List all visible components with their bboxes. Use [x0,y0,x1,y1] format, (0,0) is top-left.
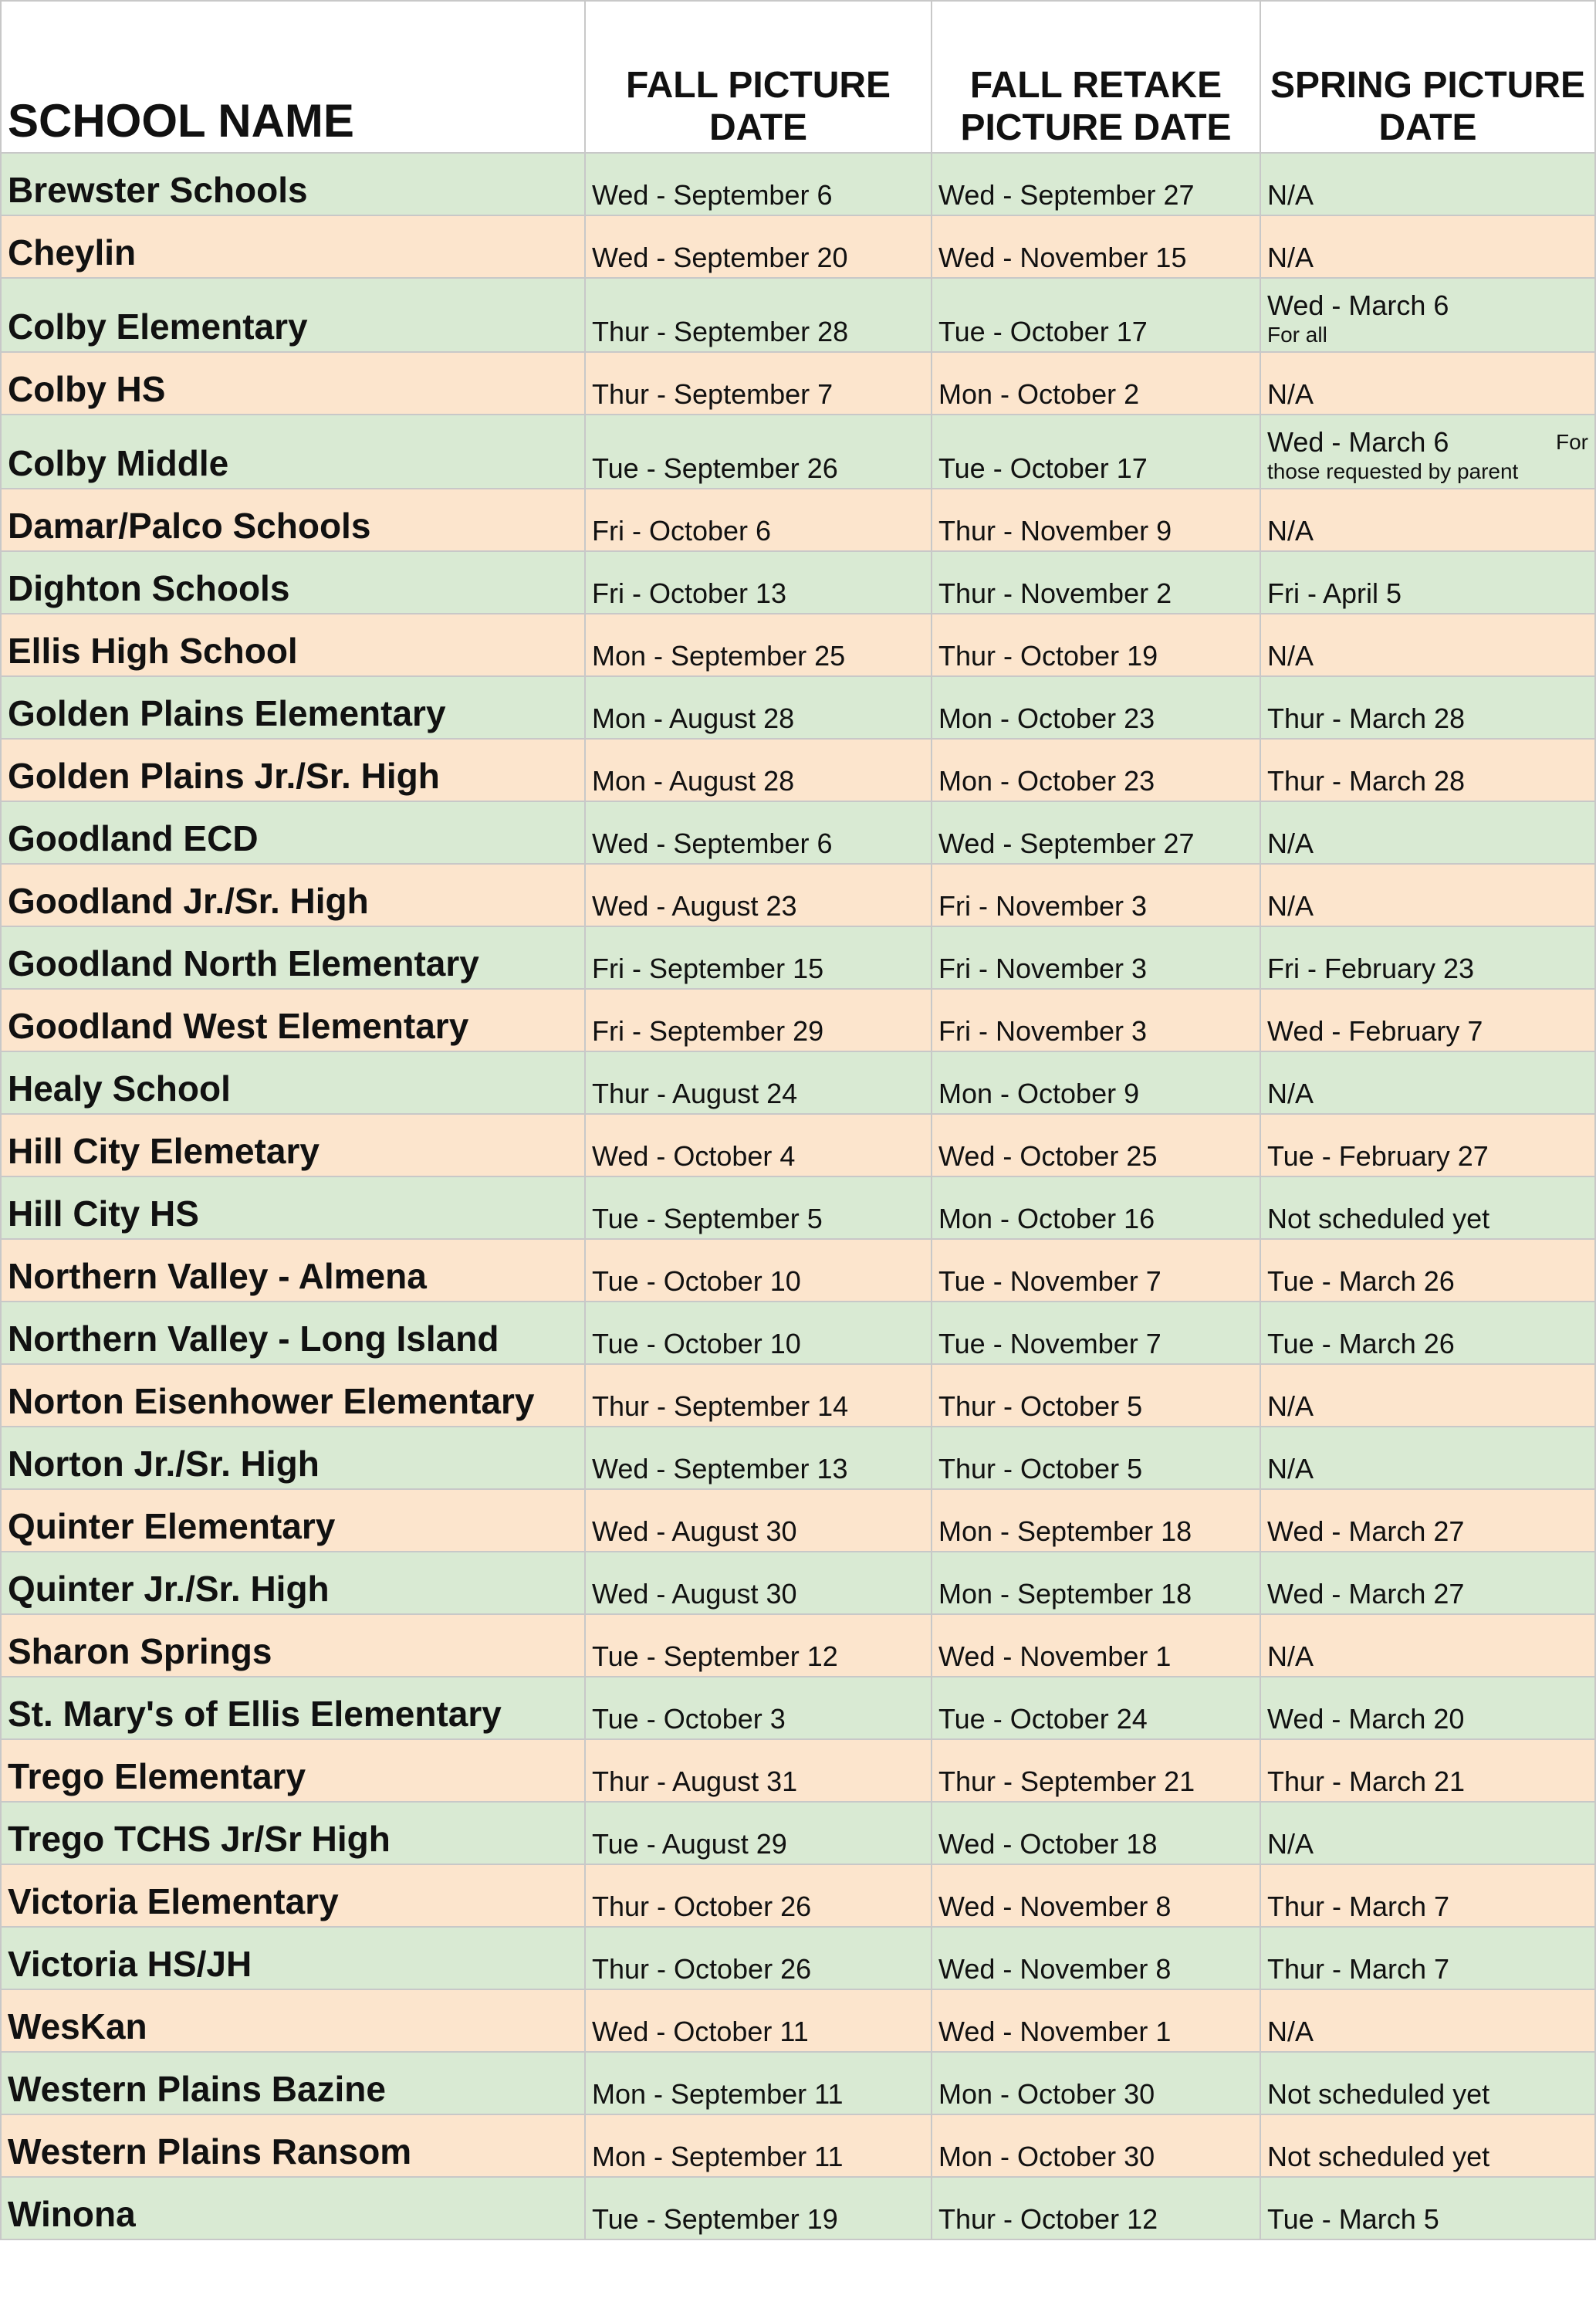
spring-date-text: N/A [1267,1640,1314,1672]
fall-date-cell: Thur - October 26 [585,1927,932,1989]
table-row [1,1739,1595,1802]
spring-date-cell [1260,1489,1595,1552]
spring-date-text: Wed - March 20 [1267,1703,1465,1735]
spring-date-cell [1260,1552,1595,1614]
retake-date-cell: Mon - October 9 [932,1051,1260,1114]
fall-date-cell: Wed - October 11 [585,1989,932,2052]
header-spring-picture-date: SPRING PICTURE DATE [1260,1,1595,153]
school-name-cell: Colby Middle [1,415,585,489]
school-name-cell: Damar/Palco Schools [1,489,585,551]
spring-date-cell [1260,1677,1595,1739]
table-row [1,2052,1595,2114]
spring-date-cell [1260,1239,1595,1302]
spring-date-cell [1260,739,1595,801]
spring-date-text: N/A [1267,2016,1314,2047]
table-row [1,1302,1595,1364]
table-row [1,1176,1595,1239]
fall-date-cell: Thur - September 28 [585,278,932,352]
spring-date-cell [1260,278,1595,352]
spring-date-cell [1260,676,1595,739]
school-name-cell: Ellis High School [1,614,585,676]
retake-date-cell: Mon - October 23 [932,739,1260,801]
table-row [1,1114,1595,1176]
school-name-cell: Goodland ECD [1,801,585,864]
spring-date-cell [1260,1051,1595,1114]
retake-date-cell: Thur - October 12 [932,2177,1260,2239]
spring-date-text: N/A [1267,242,1314,273]
retake-date-cell: Mon - September 18 [932,1489,1260,1552]
retake-date-cell: Mon - October 23 [932,676,1260,739]
school-name-cell: Goodland Jr./Sr. High [1,864,585,926]
spring-date-text: N/A [1267,1453,1314,1484]
header-row [1,1,1595,153]
spring-date-cell [1260,1302,1595,1364]
spring-date-cell [1260,2052,1595,2114]
school-name-cell: Hill City HS [1,1176,585,1239]
spring-date-text: Tue - March 26 [1267,1265,1455,1297]
retake-date-cell: Tue - October 17 [932,278,1260,352]
fall-date-cell: Thur - October 26 [585,1864,932,1927]
spring-date-text: Thur - March 28 [1267,702,1466,734]
table-row [1,2114,1595,2177]
table-body [1,153,1595,2239]
retake-date-cell: Thur - October 5 [932,1427,1260,1489]
spring-date-text: Tue - February 27 [1267,1140,1489,1172]
retake-date-cell: Wed - November 8 [932,1864,1260,1927]
spring-date-cell [1260,551,1595,614]
header-fall-picture-date: FALL PICTURE DATE [585,1,932,153]
table-row [1,926,1595,989]
spring-date-text: N/A [1267,828,1314,859]
retake-date-cell: Mon - October 30 [932,2052,1260,2114]
spring-date-cell [1260,2114,1595,2177]
spring-note: For [1556,430,1588,454]
retake-date-cell: Wed - October 18 [932,1802,1260,1864]
table-row [1,1927,1595,1989]
fall-date-cell: Wed - September 6 [585,801,932,864]
fall-date-cell: Wed - September 13 [585,1427,932,1489]
fall-date-cell: Tue - September 12 [585,1614,932,1677]
spring-date-text: N/A [1267,378,1314,410]
spring-date-text: N/A [1267,515,1314,547]
school-name-cell: Northern Valley - Almena [1,1239,585,1302]
fall-date-cell: Thur - September 7 [585,352,932,415]
fall-date-cell: Mon - September 11 [585,2052,932,2114]
spring-date-cell [1260,926,1595,989]
fall-date-cell: Wed - October 4 [585,1114,932,1176]
spring-date-cell [1260,1802,1595,1864]
school-name-cell: WesKan [1,1989,585,2052]
school-name-cell: Trego TCHS Jr/Sr High [1,1802,585,1864]
spring-date-text: Thur - March 7 [1267,1891,1450,1922]
table-row [1,2177,1595,2239]
spring-date-text: N/A [1267,1390,1314,1422]
school-name-cell: Goodland North Elementary [1,926,585,989]
spring-date-cell [1260,352,1595,415]
spring-date-text: N/A [1267,640,1314,672]
school-name-cell: Colby HS [1,352,585,415]
fall-date-cell: Wed - August 30 [585,1489,932,1552]
table-row [1,1552,1595,1614]
spring-date-cell [1260,1864,1595,1927]
table-row [1,801,1595,864]
fall-date-cell: Tue - October 10 [585,1239,932,1302]
spring-date-cell [1260,153,1595,215]
retake-date-cell: Fri - November 3 [932,926,1260,989]
fall-date-cell: Wed - September 20 [585,215,932,278]
spring-date-text: N/A [1267,890,1314,922]
spring-date-cell [1260,989,1595,1051]
spring-date-text: Tue - March 26 [1267,1328,1455,1359]
spring-date-cell [1260,1427,1595,1489]
fall-date-cell: Tue - October 10 [585,1302,932,1364]
table-row [1,1614,1595,1677]
spring-date-text: Wed - March 27 [1267,1578,1465,1610]
spring-date-text: N/A [1267,1078,1314,1109]
retake-date-cell: Wed - November 1 [932,1989,1260,2052]
retake-date-cell: Mon - October 16 [932,1176,1260,1239]
table-row [1,989,1595,1051]
header-fall-retake-picture-date: FALL RETAKE PICTURE DATE [932,1,1260,153]
table-row [1,215,1595,278]
fall-date-cell: Thur - September 14 [585,1364,932,1427]
spring-date-cell [1260,1739,1595,1802]
school-name-cell: Golden Plains Elementary [1,676,585,739]
school-name-cell: Sharon Springs [1,1614,585,1677]
spring-date-cell [1260,2177,1595,2239]
school-name-cell: Golden Plains Jr./Sr. High [1,739,585,801]
school-name-cell: Western Plains Ransom [1,2114,585,2177]
table-row [1,1677,1595,1739]
fall-date-cell: Mon - September 25 [585,614,932,676]
spring-date-text: Fri - April 5 [1267,577,1402,609]
fall-date-cell: Tue - October 3 [585,1677,932,1739]
spring-date-cell [1260,614,1595,676]
retake-date-cell: Tue - November 7 [932,1302,1260,1364]
retake-date-cell: Wed - September 27 [932,153,1260,215]
spring-date-text: Not scheduled yet [1267,2078,1490,2110]
table-row [1,676,1595,739]
school-name-cell: Quinter Elementary [1,1489,585,1552]
table-row [1,1051,1595,1114]
retake-date-cell: Thur - September 21 [932,1739,1260,1802]
school-name-cell: Goodland West Elementary [1,989,585,1051]
table-row [1,1802,1595,1864]
spring-date-text: Wed - February 7 [1267,1015,1483,1047]
school-name-cell: Cheylin [1,215,585,278]
spring-date-text: Not scheduled yet [1267,1203,1490,1234]
header-school-name: SCHOOL NAME [1,1,585,153]
spring-date-text: N/A [1267,1828,1314,1860]
retake-date-cell: Thur - October 19 [932,614,1260,676]
table-row [1,278,1595,352]
table-row [1,739,1595,801]
school-name-cell: Hill City Elemetary [1,1114,585,1176]
school-name-cell: Victoria Elementary [1,1864,585,1927]
table-row [1,1864,1595,1927]
school-name-cell: Trego Elementary [1,1739,585,1802]
table-row [1,1427,1595,1489]
table-header [1,1,1595,153]
retake-date-cell: Wed - October 25 [932,1114,1260,1176]
fall-date-cell: Thur - August 24 [585,1051,932,1114]
spring-date-cell [1260,1614,1595,1677]
retake-date-cell: Wed - November 1 [932,1614,1260,1677]
spring-date-cell [1260,489,1595,551]
fall-date-cell: Tue - September 5 [585,1176,932,1239]
spring-date-text: Wed - March 6 [1267,426,1449,458]
school-name-cell: Colby Elementary [1,278,585,352]
spring-date-text: Wed - March 27 [1267,1515,1465,1547]
retake-date-cell: Mon - October 30 [932,2114,1260,2177]
fall-date-cell: Wed - August 23 [585,864,932,926]
table-row [1,1489,1595,1552]
table-row [1,864,1595,926]
table-row [1,1364,1595,1427]
fall-date-cell: Fri - October 6 [585,489,932,551]
fall-date-cell: Tue - September 19 [585,2177,932,2239]
retake-date-cell: Thur - October 5 [932,1364,1260,1427]
fall-date-cell: Thur - August 31 [585,1739,932,1802]
table-row [1,1989,1595,2052]
spring-date-cell [1260,1364,1595,1427]
table-row [1,415,1595,489]
school-name-cell: Norton Eisenhower Elementary [1,1364,585,1427]
spring-date-text: N/A [1267,179,1314,211]
table-row [1,551,1595,614]
spring-date-text: Tue - March 5 [1267,2203,1439,2235]
retake-date-cell: Wed - November 8 [932,1927,1260,1989]
school-name-cell: Western Plains Bazine [1,2052,585,2114]
spring-date-cell [1260,1989,1595,2052]
school-name-cell: Brewster Schools [1,153,585,215]
school-name-cell: St. Mary's of Ellis Elementary [1,1677,585,1739]
spring-date-cell [1260,864,1595,926]
spring-date-text: Thur - March 28 [1267,765,1466,797]
retake-date-cell: Tue - October 24 [932,1677,1260,1739]
fall-date-cell: Tue - August 29 [585,1802,932,1864]
spring-date-cell [1260,1927,1595,1989]
spring-date-cell [1260,1176,1595,1239]
spring-date-text: Thur - March 21 [1267,1765,1466,1797]
spring-date-cell [1260,1114,1595,1176]
spring-date-cell [1260,215,1595,278]
retake-date-cell: Wed - November 15 [932,215,1260,278]
retake-date-cell: Wed - September 27 [932,801,1260,864]
table-row [1,614,1595,676]
spring-note: For all [1267,323,1327,347]
school-name-cell: Winona [1,2177,585,2239]
fall-date-cell: Fri - September 29 [585,989,932,1051]
fall-date-cell: Fri - September 15 [585,926,932,989]
spring-note-detail: those requested by parent [1267,459,1519,483]
retake-date-cell: Thur - November 2 [932,551,1260,614]
school-name-cell: Healy School [1,1051,585,1114]
spring-date-cell [1260,415,1595,489]
fall-date-cell: Tue - September 26 [585,415,932,489]
retake-date-cell: Fri - November 3 [932,989,1260,1051]
retake-date-cell: Fri - November 3 [932,864,1260,926]
school-name-cell: Northern Valley - Long Island [1,1302,585,1364]
school-name-cell: Norton Jr./Sr. High [1,1427,585,1489]
fall-date-cell: Mon - September 11 [585,2114,932,2177]
retake-date-cell: Mon - October 2 [932,352,1260,415]
retake-date-cell: Tue - November 7 [932,1239,1260,1302]
table-row [1,352,1595,415]
table-row [1,1239,1595,1302]
table-row [1,489,1595,551]
retake-date-cell: Thur - November 9 [932,489,1260,551]
school-name-cell: Dighton Schools [1,551,585,614]
school-name-cell: Victoria HS/JH [1,1927,585,1989]
fall-date-cell: Wed - September 6 [585,153,932,215]
table-row [1,153,1595,215]
fall-date-cell: Fri - October 13 [585,551,932,614]
spring-date-text: Wed - March 6 [1267,289,1449,321]
spring-date-text: Fri - February 23 [1267,953,1475,984]
school-name-cell: Quinter Jr./Sr. High [1,1552,585,1614]
spring-date-cell [1260,801,1595,864]
spring-date-text: Not scheduled yet [1267,2141,1490,2172]
fall-date-cell: Wed - August 30 [585,1552,932,1614]
fall-date-cell: Mon - August 28 [585,739,932,801]
spring-date-text: Thur - March 7 [1267,1953,1450,1985]
retake-date-cell: Tue - October 17 [932,415,1260,489]
retake-date-cell: Mon - September 18 [932,1552,1260,1614]
fall-date-cell: Mon - August 28 [585,676,932,739]
